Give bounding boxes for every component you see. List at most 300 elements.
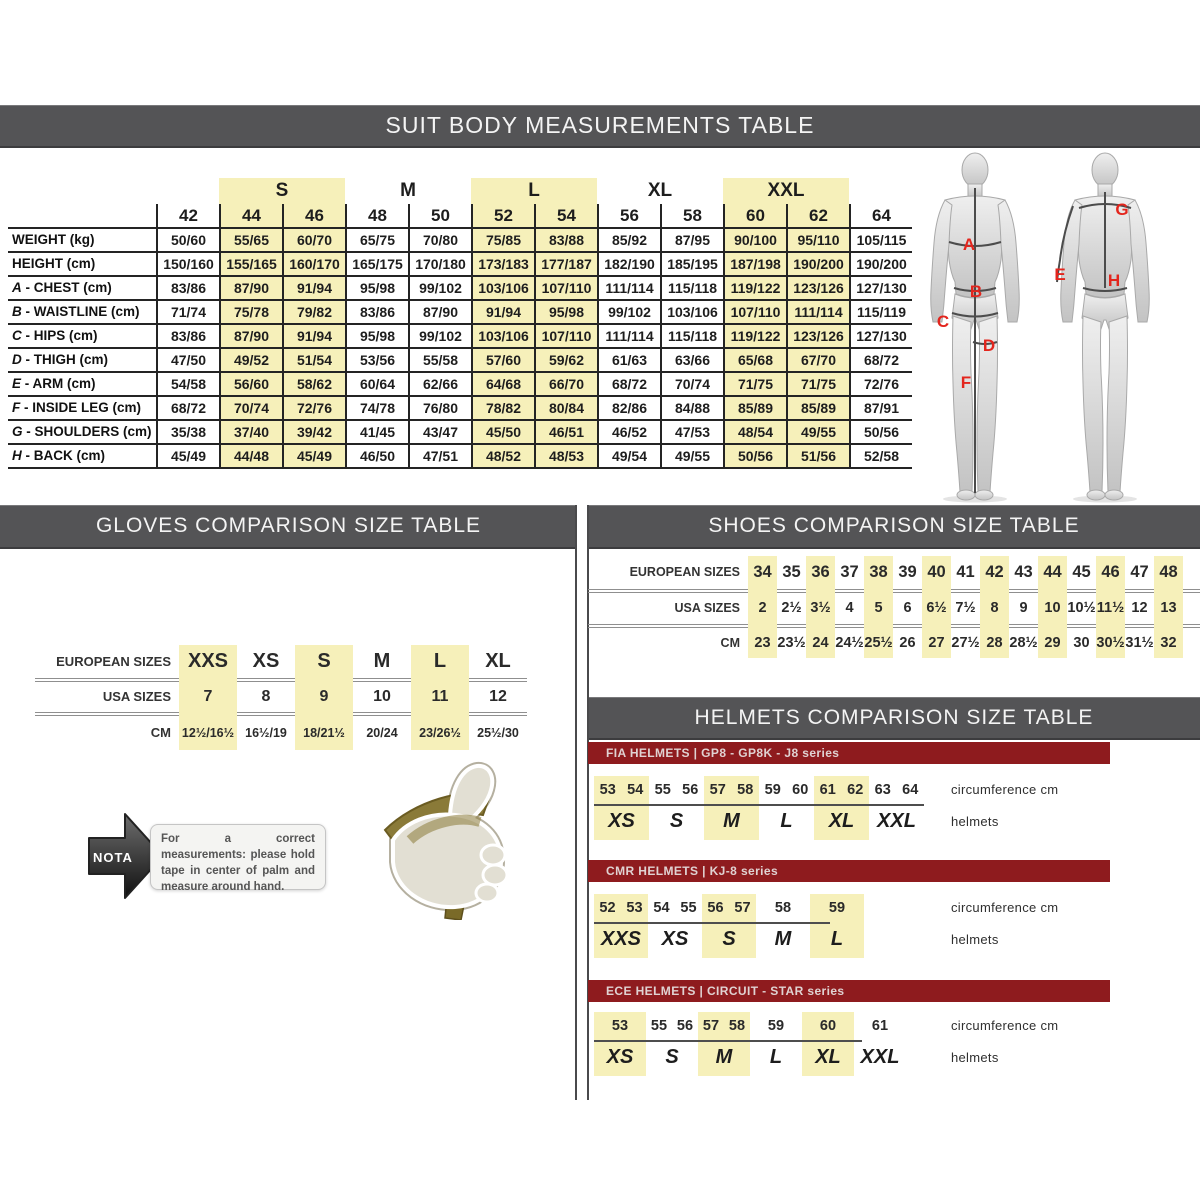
- helmet-circumference-values: [646, 1012, 698, 1040]
- helmet-size-group: [594, 776, 649, 840]
- helmet-size-label: M: [723, 810, 740, 832]
- suit-value-cell: 127/130: [849, 277, 912, 299]
- suit-value-cell: 95/110: [786, 229, 849, 251]
- circumference-value: 57: [734, 900, 751, 916]
- helmet-size-group: [698, 1012, 750, 1076]
- suit-size-header: 56: [597, 204, 660, 227]
- helmet-circumference-values: [594, 1012, 646, 1040]
- shoes-eu-value: 34: [753, 563, 772, 581]
- gloves-usa-row: [35, 682, 527, 712]
- cmr-helmets-label: helmets: [951, 932, 999, 947]
- fia-helmets-size-grid: [594, 776, 924, 840]
- helmet-circumference-values: [810, 894, 864, 922]
- suit-value-cell: 91/94: [282, 325, 345, 347]
- shoes-eu-label: EUROPEAN SIZES: [629, 565, 740, 579]
- suit-value-cell: 71/75: [786, 373, 849, 395]
- cmr-helmets-section-title: CMR HELMETS | KJ-8 series: [606, 864, 779, 878]
- circumference-value: 61: [871, 1018, 889, 1034]
- suit-value-cell: 49/52: [219, 349, 282, 371]
- gloves-eu-value: M: [373, 650, 391, 672]
- helmet-size-group: [648, 894, 702, 958]
- suit-value-cell: 46/50: [345, 445, 408, 467]
- shoes-eu-value: 38: [869, 563, 888, 581]
- shoes-eu-value: 47: [1130, 563, 1149, 581]
- fia-circumference-label: circumference cm: [951, 782, 1059, 797]
- suit-size-header: 48: [345, 204, 408, 227]
- suit-group-label: XXL: [723, 178, 849, 204]
- suit-row-label: WEIGHT (kg): [12, 232, 95, 247]
- suit-value-cell: 103/106: [660, 301, 723, 323]
- ece-helmets-size-grid: [594, 1012, 906, 1076]
- circumference-value: 58: [774, 900, 792, 916]
- shoes-cm-value: 28½: [1009, 635, 1038, 651]
- circumference-value: 62: [847, 782, 864, 798]
- suit-value-cell: 155/165: [219, 253, 282, 275]
- suit-value-cell: 127/130: [849, 325, 912, 347]
- suit-value-cell: 83/88: [534, 229, 597, 251]
- suit-row-label: HEIGHT (cm): [12, 256, 96, 271]
- suit-value-cell: 111/114: [597, 277, 660, 299]
- helmet-circumference-values: [649, 776, 704, 804]
- gloves-size-grid: [35, 645, 527, 750]
- suit-value-cell: 75/78: [219, 301, 282, 323]
- suit-value-cell: 53/56: [345, 349, 408, 371]
- suit-value-cell: 64/68: [471, 373, 534, 395]
- suit-group-label: [849, 178, 912, 204]
- measure-letter-h: H: [1107, 271, 1121, 290]
- shoes-eu-value: 44: [1043, 563, 1062, 581]
- measure-letter-e: E: [1054, 265, 1066, 284]
- suit-value-cell: 71/74: [156, 301, 219, 323]
- suit-value-cell: 111/114: [786, 301, 849, 323]
- nota-label: NOTA: [93, 850, 133, 865]
- shoes-eu-value: 39: [898, 563, 917, 581]
- shoes-usa-value: 11½: [1096, 600, 1125, 616]
- shoes-usa-value: 2½: [781, 600, 802, 616]
- suit-value-cell: 99/102: [597, 301, 660, 323]
- suit-value-cell: 95/98: [345, 277, 408, 299]
- shoes-usa-value: 5: [874, 600, 883, 616]
- helmet-size-label: S: [669, 810, 684, 832]
- shoes-table-header: [588, 505, 1200, 549]
- suit-value-cell: 107/110: [534, 277, 597, 299]
- helmet-size-label: XS: [608, 810, 635, 832]
- suit-size-header: 60: [723, 204, 786, 227]
- gloves-cm-value: 20/24: [366, 726, 398, 740]
- numbers-underline: [594, 922, 830, 924]
- suit-group-label: XL: [647, 180, 673, 201]
- numbers-underline: [594, 1040, 862, 1042]
- measure-letter-b: B: [969, 282, 983, 301]
- gloves-eu-value: XS: [252, 650, 280, 672]
- ece-circumference-label: circumference cm: [951, 1018, 1059, 1033]
- helmet-size-group: [750, 1012, 802, 1076]
- shoes-usa-value: 4: [845, 600, 854, 616]
- shoes-usa-value: 12: [1131, 600, 1148, 616]
- helmet-size-group: [594, 1012, 646, 1076]
- suit-value-cell: 68/72: [849, 349, 912, 371]
- helmet-size-label: L: [780, 810, 793, 832]
- circumference-value: 61: [819, 782, 836, 798]
- helmet-size-label: XXS: [600, 928, 642, 950]
- helmet-circumference-values: [854, 1012, 906, 1040]
- suit-value-cell: 70/80: [408, 229, 471, 251]
- suit-value-cell: 50/56: [723, 445, 786, 467]
- suit-value-cell: 48/53: [534, 445, 597, 467]
- suit-value-cell: 170/180: [408, 253, 471, 275]
- shoes-cm-label: CM: [720, 636, 740, 650]
- helmet-size-group: [756, 894, 810, 958]
- gloves-usa-value: 11: [431, 688, 449, 705]
- suit-value-cell: 160/170: [282, 253, 345, 275]
- suit-value-cell: 82/86: [597, 397, 660, 419]
- suit-value-cell: 51/56: [786, 445, 849, 467]
- gloves-usa-value: 12: [489, 688, 507, 705]
- shoes-usa-row: [588, 593, 1200, 624]
- circumference-value: 54: [627, 782, 644, 798]
- suit-table-header: [0, 105, 1200, 148]
- circumference-value: 64: [902, 782, 919, 798]
- suit-value-cell: 83/86: [156, 277, 219, 299]
- shoes-cm-value: 25½: [864, 635, 893, 651]
- suit-value-cell: 119/122: [723, 277, 786, 299]
- suit-value-cell: 87/90: [219, 325, 282, 347]
- fia-helmets-label: helmets: [951, 814, 999, 829]
- shoes-eu-value: 48: [1159, 563, 1178, 581]
- helmet-size-label: XXL: [877, 810, 916, 832]
- suit-value-cell: 65/68: [723, 349, 786, 371]
- suit-size-header: 42: [156, 204, 219, 227]
- cmr-circumference-label: circumference cm: [951, 900, 1059, 915]
- suit-group-label: S: [219, 178, 345, 204]
- gloves-cm-row: [35, 716, 527, 750]
- shoes-eu-value: 42: [985, 563, 1004, 581]
- suit-value-cell: 46/52: [597, 421, 660, 443]
- circumference-value: 55: [654, 782, 671, 798]
- suit-value-cell: 87/95: [660, 229, 723, 251]
- helmet-size-group: [854, 1012, 906, 1076]
- shoes-usa-label: USA SIZES: [674, 601, 740, 615]
- mannequin-figures: [915, 148, 1197, 504]
- suit-value-cell: 115/118: [660, 325, 723, 347]
- measure-letter-f: F: [960, 373, 972, 392]
- shoes-usa-value: 2: [758, 600, 767, 616]
- suit-value-cell: 85/89: [723, 397, 786, 419]
- suit-corner-cell: [8, 204, 156, 227]
- suit-value-cell: 72/76: [282, 397, 345, 419]
- shoes-usa-value: 10: [1044, 600, 1061, 616]
- suit-value-cell: 76/80: [408, 397, 471, 419]
- suit-value-cell: 41/45: [345, 421, 408, 443]
- suit-size-header: 64: [849, 204, 912, 227]
- suit-value-cell: 70/74: [660, 373, 723, 395]
- suit-value-cell: 95/98: [345, 325, 408, 347]
- suit-data-row: [8, 253, 912, 277]
- shoes-cm-value: 23½: [777, 635, 806, 651]
- helmet-size-group: [802, 1012, 854, 1076]
- suit-value-cell: 48/52: [471, 445, 534, 467]
- circumference-value: 59: [767, 1018, 785, 1034]
- helmet-circumference-values: [648, 894, 702, 922]
- suit-value-cell: 182/190: [597, 253, 660, 275]
- fia-helmets-section-title: FIA HELMETS | GP8 - GP8K - J8 series: [606, 746, 840, 760]
- helmet-size-group: [594, 894, 648, 958]
- circumference-value: 63: [874, 782, 891, 798]
- shoes-usa-value: 8: [990, 600, 999, 616]
- shoes-eu-value: 37: [840, 563, 859, 581]
- helmet-circumference-values: [802, 1012, 854, 1040]
- suit-value-cell: 91/94: [282, 277, 345, 299]
- suit-row-label: G - SHOULDERS (cm): [12, 424, 152, 439]
- suit-value-cell: 190/200: [786, 253, 849, 275]
- suit-value-cell: 71/75: [723, 373, 786, 395]
- shoes-cm-value: 26: [899, 635, 916, 651]
- suit-value-cell: 51/54: [282, 349, 345, 371]
- helmet-size-group: [646, 1012, 698, 1076]
- shoes-eu-value: 36: [811, 563, 830, 581]
- shoes-size-grid: [588, 556, 1200, 658]
- shoes-eu-value: 43: [1014, 563, 1033, 581]
- suit-value-cell: 45/49: [156, 445, 219, 467]
- helmet-size-group: [814, 776, 869, 840]
- ece-helmets-label: helmets: [951, 1050, 999, 1065]
- gloves-eu-value: XXS: [187, 650, 229, 672]
- helmet-size-group: [759, 776, 814, 840]
- helmet-circumference-values: [702, 894, 756, 922]
- circumference-value: 54: [653, 900, 670, 916]
- shoes-usa-value: 6½: [926, 600, 947, 616]
- suit-value-cell: 55/65: [219, 229, 282, 251]
- suit-value-cell: 65/75: [345, 229, 408, 251]
- suit-corner-cell: [8, 178, 156, 204]
- suit-size-header: 50: [408, 204, 471, 227]
- suit-value-cell: 39/42: [282, 421, 345, 443]
- shoes-eu-row: [588, 556, 1200, 589]
- suit-value-cell: 165/175: [345, 253, 408, 275]
- suit-group-label: M: [400, 180, 416, 201]
- gloves-usa-value: 10: [373, 688, 391, 705]
- suit-value-cell: 103/106: [471, 277, 534, 299]
- suit-value-cell: 87/90: [219, 277, 282, 299]
- gloves-eu-value: L: [433, 650, 447, 672]
- helmet-circumference-values: [756, 894, 810, 922]
- suit-value-cell: 87/90: [408, 301, 471, 323]
- helmets-table-header: [588, 697, 1200, 740]
- suit-value-cell: 70/74: [219, 397, 282, 419]
- suit-value-cell: 50/56: [849, 421, 912, 443]
- suit-size-header: 44: [219, 204, 282, 227]
- helmet-size-group: [704, 776, 759, 840]
- helmet-size-label: XL: [828, 810, 855, 832]
- circumference-value: 57: [702, 1018, 720, 1034]
- shoes-cm-value: 24: [812, 635, 829, 651]
- shoes-usa-value: 10½: [1067, 600, 1096, 616]
- suit-value-cell: 52/58: [849, 445, 912, 467]
- circumference-value: 55: [680, 900, 697, 916]
- gloves-usa-value: 7: [203, 688, 213, 705]
- suit-row-label: H - BACK (cm): [12, 448, 105, 463]
- suit-value-cell: 80/84: [534, 397, 597, 419]
- suit-row-label: F - INSIDE LEG (cm): [12, 400, 142, 415]
- suit-value-cell: 78/82: [471, 397, 534, 419]
- suit-value-cell: 85/92: [597, 229, 660, 251]
- helmet-circumference-values: [869, 776, 924, 804]
- circumference-value: 53: [611, 1018, 629, 1034]
- helmet-size-label: S: [665, 1046, 679, 1068]
- suit-table-title: SUIT BODY MEASUREMENTS TABLE: [385, 112, 815, 138]
- suit-value-cell: 107/110: [723, 301, 786, 323]
- suit-value-cell: 105/115: [849, 229, 912, 251]
- shoes-cm-value: 29: [1044, 635, 1061, 651]
- suit-value-cell: 47/50: [156, 349, 219, 371]
- circumference-value: 59: [764, 782, 781, 798]
- suit-value-cell: 55/58: [408, 349, 471, 371]
- suit-value-cell: 91/94: [471, 301, 534, 323]
- suit-value-cell: 115/118: [660, 277, 723, 299]
- circumference-value: 57: [709, 782, 726, 798]
- suit-value-cell: 87/91: [849, 397, 912, 419]
- suit-value-cell: 74/78: [345, 397, 408, 419]
- gloves-cm-label: CM: [150, 725, 171, 740]
- shoes-cm-value: 23: [754, 635, 771, 651]
- suit-value-cell: 187/198: [723, 253, 786, 275]
- suit-data-row: [8, 445, 912, 469]
- gloves-cm-value: 18/21½: [303, 726, 345, 740]
- thumbs-up-measure-graphic: [355, 760, 525, 920]
- suit-value-cell: 37/40: [219, 421, 282, 443]
- shoes-eu-value: 35: [782, 563, 801, 581]
- shoes-cm-row: [588, 628, 1200, 658]
- suit-row-label: B - WAISTLINE (cm): [12, 304, 140, 319]
- suit-data-row: [8, 325, 912, 349]
- measure-letter-c: C: [936, 312, 950, 331]
- suit-value-cell: 54/58: [156, 373, 219, 395]
- suit-value-cell: 123/126: [786, 277, 849, 299]
- shoes-cm-value: 28: [986, 635, 1003, 651]
- circumference-value: 60: [819, 1018, 837, 1034]
- helmet-size-group: [869, 776, 924, 840]
- suit-value-cell: 50/60: [156, 229, 219, 251]
- suit-value-cell: 47/53: [660, 421, 723, 443]
- suit-value-cell: 60/64: [345, 373, 408, 395]
- suit-data-row: [8, 421, 912, 445]
- suit-row-label: E - ARM (cm): [12, 376, 96, 391]
- shoes-eu-value: 46: [1101, 563, 1120, 581]
- gloves-table-title: GLOVES COMPARISON SIZE TABLE: [95, 514, 482, 537]
- gloves-cm-value: 25½/30: [477, 726, 519, 740]
- cmr-helmets-section-bar: [588, 860, 1110, 882]
- suit-row-label: C - HIPS (cm): [12, 328, 98, 343]
- suit-data-row: [8, 277, 912, 301]
- circumference-value: 59: [828, 900, 846, 916]
- shoes-cm-value: 24½: [835, 635, 864, 651]
- suit-value-cell: 190/200: [849, 253, 912, 275]
- gloves-cm-value: 23/26½: [419, 726, 461, 740]
- suit-value-cell: 79/82: [282, 301, 345, 323]
- helmet-circumference-values: [759, 776, 814, 804]
- suit-value-cell: 84/88: [660, 397, 723, 419]
- suit-size-header: 52: [471, 204, 534, 227]
- helmet-size-label: XXL: [860, 1046, 900, 1068]
- circumference-value: 55: [650, 1018, 668, 1034]
- circumference-value: 56: [682, 782, 699, 798]
- suit-data-row: [8, 373, 912, 397]
- suit-size-header: 54: [534, 204, 597, 227]
- measure-letter-d: D: [982, 336, 996, 355]
- shoes-usa-value: 3½: [810, 600, 831, 616]
- suit-value-cell: 103/106: [471, 325, 534, 347]
- circumference-value: 58: [737, 782, 754, 798]
- ece-helmets-section-title: ECE HELMETS | CIRCUIT - STAR series: [606, 984, 845, 998]
- suit-value-cell: 49/55: [786, 421, 849, 443]
- suit-value-cell: 47/51: [408, 445, 471, 467]
- suit-data-row: [8, 349, 912, 373]
- suit-value-cell: 62/66: [408, 373, 471, 395]
- suit-value-cell: 90/100: [723, 229, 786, 251]
- shoes-usa-value: 6: [903, 600, 912, 616]
- suit-value-cell: 35/38: [156, 421, 219, 443]
- suit-value-cell: 58/62: [282, 373, 345, 395]
- shoes-cm-value: 30: [1073, 635, 1090, 651]
- helmets-table-title: HELMETS COMPARISON SIZE TABLE: [694, 705, 1094, 729]
- suit-value-cell: 66/70: [534, 373, 597, 395]
- suit-group-row: [8, 178, 912, 204]
- shoes-usa-value: 13: [1160, 600, 1177, 616]
- helmet-size-label: XS: [661, 928, 689, 950]
- suit-value-cell: 83/86: [156, 325, 219, 347]
- shoes-cm-value: 27½: [951, 635, 980, 651]
- shoes-eu-value: 40: [927, 563, 946, 581]
- suit-value-cell: 150/160: [156, 253, 219, 275]
- shoes-cm-value: 32: [1160, 635, 1177, 651]
- shoes-cm-value: 31½: [1125, 635, 1154, 651]
- gloves-usa-value: 9: [319, 688, 329, 705]
- circumference-value: 52: [599, 900, 616, 916]
- measure-letter-a: A: [962, 235, 976, 254]
- helmet-size-label: XL: [815, 1046, 841, 1068]
- nota-note: [150, 824, 326, 893]
- helmet-size-label: S: [722, 928, 736, 950]
- suit-data-row: [8, 397, 912, 421]
- suit-size-grid: [8, 178, 912, 469]
- gloves-cm-value: 12½/16½: [181, 726, 235, 740]
- helmet-size-label: M: [715, 1046, 733, 1068]
- suit-value-cell: 111/114: [597, 325, 660, 347]
- fia-helmets-section-bar: [588, 742, 1110, 764]
- suit-size-header: 58: [660, 204, 723, 227]
- shoes-table-title: SHOES COMPARISON SIZE TABLE: [708, 514, 1080, 537]
- shoes-eu-value: 41: [956, 563, 975, 581]
- suit-value-cell: 72/76: [849, 373, 912, 395]
- suit-value-cell: 43/47: [408, 421, 471, 443]
- suit-group-label: L: [471, 178, 597, 204]
- suit-value-cell: 99/102: [408, 277, 471, 299]
- ece-helmets-section-bar: [588, 980, 1110, 1002]
- suit-row-label: A - CHEST (cm): [12, 280, 112, 295]
- gloves-usa-label: USA SIZES: [102, 689, 171, 704]
- suit-value-cell: 68/72: [597, 373, 660, 395]
- helmet-size-label: M: [774, 928, 792, 950]
- suit-value-cell: 119/122: [723, 325, 786, 347]
- suit-value-cell: 185/195: [660, 253, 723, 275]
- suit-group-label: [156, 178, 219, 204]
- suit-data-row: [8, 301, 912, 325]
- suit-value-cell: 115/119: [849, 301, 912, 323]
- suit-value-cell: 61/63: [597, 349, 660, 371]
- gloves-eu-label: EUROPEAN SIZES: [56, 654, 171, 669]
- suit-value-cell: 123/126: [786, 325, 849, 347]
- suit-value-cell: 57/60: [471, 349, 534, 371]
